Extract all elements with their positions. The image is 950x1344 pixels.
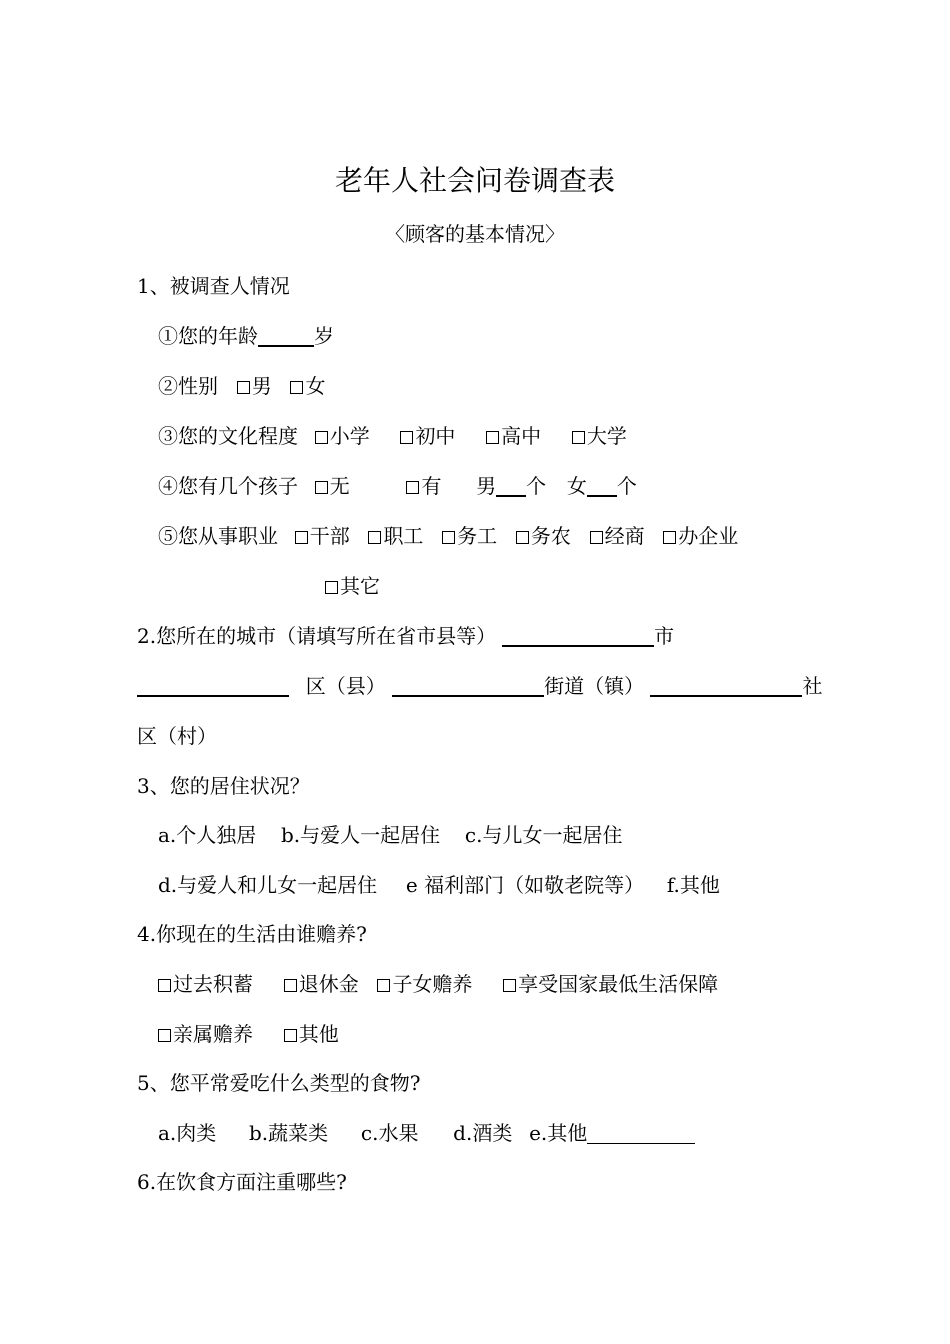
question-1-label: 1、被调查人情况 [137, 274, 290, 298]
support-pension-label: 退休金 [298, 972, 359, 996]
gender-female-checkbox[interactable] [290, 381, 303, 394]
job-staff-checkbox[interactable] [368, 531, 381, 544]
question-2-label: 2.您所在的城市（请填写所在省市县等） [137, 624, 497, 648]
children-female-input[interactable] [587, 473, 617, 497]
community-input[interactable] [650, 673, 802, 697]
children-none-checkbox[interactable] [315, 481, 328, 494]
job-business-label: 经商 [604, 524, 645, 548]
occupation-row [158, 522, 738, 550]
support-relatives-label: 亲属赡养 [173, 1022, 253, 1046]
page-subtitle: 〈顾客的基本情况〉 [385, 222, 565, 246]
gender-male-label: 男 [251, 374, 272, 398]
job-business-checkbox[interactable] [590, 531, 603, 544]
question-3-label: 3、您的居住状况？ [137, 774, 310, 798]
question-4-label: 4.你现在的生活由谁赡养? [137, 922, 367, 946]
children-female-unit: 个 [616, 474, 637, 498]
job-cadre-label: 干部 [309, 524, 350, 548]
edu-junior-label: 初中 [415, 424, 456, 448]
living-row-2 [158, 871, 720, 899]
support-other-label: 其他 [298, 1022, 339, 1046]
support-pension-checkbox[interactable] [284, 979, 297, 992]
job-other-label: 其它 [340, 574, 380, 598]
living-row-1 [158, 821, 622, 849]
district-input[interactable] [137, 673, 289, 697]
edu-primary-label: 小学 [329, 424, 370, 448]
children-have-label: 有 [421, 474, 442, 498]
question-5-label: 5、您平常爱吃什么类型的食物? [137, 1071, 421, 1095]
children-none-label: 无 [329, 474, 350, 498]
support-savings-checkbox[interactable] [158, 979, 171, 992]
living-option-b[interactable]: b.与爱人一起居住 [281, 823, 441, 847]
education-row [158, 422, 627, 450]
job-worker-label: 务工 [457, 524, 498, 548]
edu-college-checkbox[interactable] [572, 431, 585, 444]
support-other-checkbox[interactable] [284, 1029, 297, 1042]
occupation-label: ⑤您从事职业 [158, 524, 278, 548]
street-input[interactable] [392, 673, 544, 697]
food-option-b[interactable]: b.蔬菜类 [249, 1121, 329, 1145]
support-children-checkbox[interactable] [377, 979, 390, 992]
support-relatives-checkbox[interactable] [158, 1029, 171, 1042]
food-option-c[interactable]: c.水果 [360, 1121, 419, 1145]
edu-primary-checkbox[interactable] [315, 431, 328, 444]
support-children-label: 子女赡养 [392, 972, 473, 996]
age-label: ①您的年龄 [158, 324, 258, 348]
living-option-f[interactable]: f.其他 [666, 873, 720, 897]
city-label: 市 [654, 624, 675, 648]
education-label: ③您的文化程度 [158, 424, 298, 448]
support-savings-label: 过去积蓄 [173, 972, 253, 996]
children-male-label: 男 [476, 474, 497, 498]
gender-row [158, 372, 325, 400]
edu-senior-checkbox[interactable] [486, 431, 499, 444]
age-row [158, 322, 334, 350]
edu-college-label: 大学 [586, 424, 627, 448]
children-male-input[interactable] [496, 473, 526, 497]
food-option-e[interactable]: e.其他 [529, 1121, 588, 1145]
food-row [158, 1119, 695, 1147]
question-6-label: 6.在饮食方面注重哪些? [137, 1170, 347, 1194]
food-option-a[interactable]: a.肉类 [158, 1121, 217, 1145]
age-unit: 岁 [314, 324, 334, 348]
children-row [158, 472, 637, 500]
job-worker-checkbox[interactable] [442, 531, 455, 544]
address-row [137, 672, 822, 700]
job-cadre-checkbox[interactable] [295, 531, 308, 544]
living-option-e[interactable]: e 福利部门（如敬老院等） [405, 873, 645, 897]
support-state-checkbox[interactable] [503, 979, 516, 992]
job-staff-label: 职工 [383, 524, 424, 548]
city-input[interactable] [502, 623, 654, 647]
age-input[interactable] [258, 323, 314, 347]
children-male-unit: 个 [526, 474, 547, 498]
job-farmer-label: 务农 [530, 524, 571, 548]
food-other-input[interactable] [587, 1121, 695, 1144]
gender-label: ②性别 [158, 374, 218, 398]
support-state-label: 享受国家最低生活保障 [518, 972, 719, 996]
support-row-1 [158, 970, 718, 998]
job-enterprise-label: 办企业 [678, 524, 739, 548]
community-label-b: 区（村） [137, 724, 217, 748]
gender-female-label: 女 [305, 374, 326, 398]
edu-junior-checkbox[interactable] [400, 431, 413, 444]
living-option-d[interactable]: d.与爱人和儿女一起居住 [158, 873, 378, 897]
living-option-c[interactable]: c.与儿女一起居住 [464, 823, 623, 847]
support-row-2 [158, 1020, 339, 1048]
gender-male-checkbox[interactable] [237, 381, 250, 394]
question-2-row [137, 622, 674, 650]
job-farmer-checkbox[interactable] [516, 531, 529, 544]
district-label: 区（县） [305, 674, 386, 698]
street-label: 街道（镇） [544, 674, 645, 698]
occupation-other-row [325, 572, 380, 600]
edu-senior-label: 高中 [501, 424, 542, 448]
children-have-checkbox[interactable] [406, 481, 419, 494]
job-other-checkbox[interactable] [325, 581, 338, 594]
children-label: ④您有几个孩子 [158, 474, 298, 498]
page-title: 老年人社会问卷调查表 [334, 164, 615, 197]
living-option-a[interactable]: a.个人独居 [158, 823, 257, 847]
children-female-label: 女 [566, 474, 587, 498]
job-enterprise-checkbox[interactable] [663, 531, 676, 544]
food-option-d[interactable]: d.酒类 [453, 1121, 513, 1145]
community-label-a: 社 [802, 674, 823, 698]
